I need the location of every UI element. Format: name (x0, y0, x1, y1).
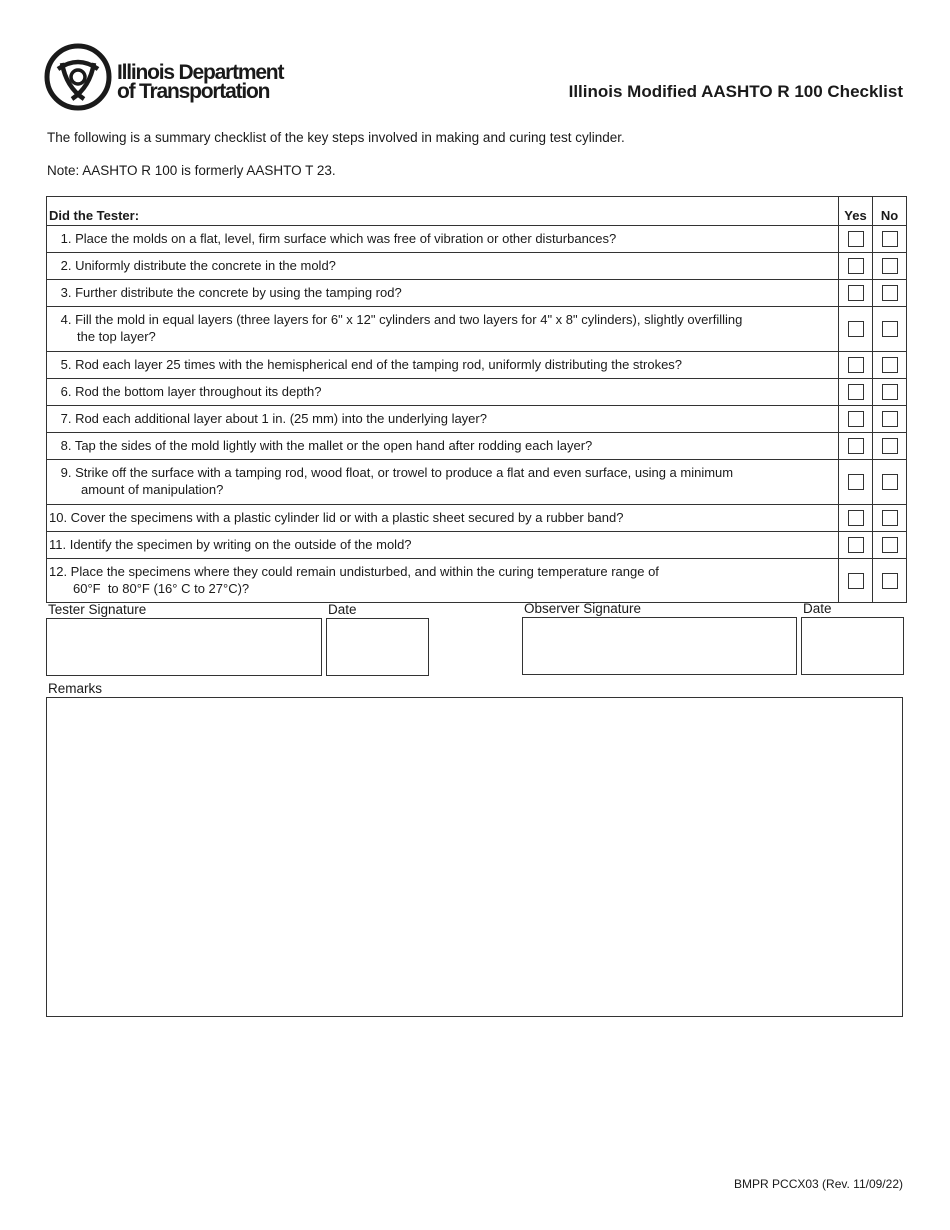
checklist-row (47, 505, 907, 532)
intro-text: The following is a summary checklist of the key steps involved in making and curing test cylinder. (47, 130, 625, 145)
no-checkbox[interactable] (882, 510, 898, 526)
yes-checkbox[interactable] (848, 285, 864, 301)
checklist-row (47, 460, 907, 505)
yes-checkbox[interactable] (848, 384, 864, 400)
no-cell (873, 226, 907, 253)
logo-line-1: Illinois Department (117, 61, 284, 84)
no-cell (873, 280, 907, 307)
checklist-question (47, 532, 839, 559)
no-checkbox[interactable] (882, 411, 898, 427)
checklist-question (47, 460, 839, 505)
yes-checkbox[interactable] (848, 411, 864, 427)
question-text: 3. Further distribute the concrete by using the tamping rod? (57, 285, 402, 300)
checklist-header-row (47, 197, 907, 226)
question-text-continued: 60°F to 80°F (16° C to 27°C)? (73, 581, 250, 596)
no-cell (873, 307, 907, 352)
yes-checkbox[interactable] (848, 573, 864, 589)
no-checkbox[interactable] (882, 384, 898, 400)
no-checkbox[interactable] (882, 357, 898, 373)
yes-cell (839, 433, 873, 460)
checklist-question (47, 226, 839, 253)
no-checkbox[interactable] (882, 537, 898, 553)
checklist-question (47, 280, 839, 307)
checklist-question (47, 406, 839, 433)
yes-cell (839, 307, 873, 352)
yes-column-header: Yes (839, 197, 873, 226)
tester-date-field[interactable] (326, 618, 429, 676)
yes-checkbox[interactable] (848, 474, 864, 490)
question-text: 5. Rod each layer 25 times with the hemispherical end of the tamping rod, uniformly distributing the strokes? (57, 357, 683, 372)
note-text: Note: AASHTO R 100 is formerly AASHTO T 23. (47, 163, 336, 178)
no-checkbox[interactable] (882, 438, 898, 454)
observer-date-field[interactable] (801, 617, 904, 675)
remarks-field[interactable] (46, 697, 903, 1017)
checklist-row (47, 226, 907, 253)
yes-cell (839, 226, 873, 253)
checklist-question (47, 559, 839, 603)
no-cell (873, 379, 907, 406)
yes-cell (839, 406, 873, 433)
checklist-row (47, 559, 907, 603)
no-cell (873, 460, 907, 505)
checklist-question (47, 253, 839, 280)
no-cell (873, 253, 907, 280)
checklist-question (47, 352, 839, 379)
remarks-label: Remarks (48, 681, 103, 696)
checklist-row (47, 352, 907, 379)
question-text: 12. Place the specimens where they could remain undisturbed, and within the curing temperature range of (49, 564, 659, 579)
question-text-continued: amount of manipulation? (81, 482, 224, 497)
checklist-question (47, 379, 839, 406)
checklist-row (47, 433, 907, 460)
no-cell (873, 505, 907, 532)
tester-signature-field[interactable] (46, 618, 322, 676)
no-column-header: No (873, 197, 907, 226)
yes-checkbox[interactable] (848, 357, 864, 373)
yes-checkbox[interactable] (848, 258, 864, 274)
no-cell (873, 433, 907, 460)
no-cell (873, 559, 907, 603)
yes-cell (839, 505, 873, 532)
question-text: 6. Rod the bottom layer throughout its depth? (57, 384, 322, 399)
no-cell (873, 532, 907, 559)
yes-cell (839, 280, 873, 307)
question-text: 8. Tap the sides of the mold lightly with the mallet or the open hand after rodding each layer? (57, 438, 593, 453)
checklist-row (47, 406, 907, 433)
form-number: BMPR PCCX03 (Rev. 11/09/22) (734, 1177, 903, 1191)
checklist-row (47, 253, 907, 280)
no-checkbox[interactable] (882, 321, 898, 337)
no-cell (873, 406, 907, 433)
yes-checkbox[interactable] (848, 510, 864, 526)
checklist-row (47, 280, 907, 307)
yes-cell (839, 532, 873, 559)
no-checkbox[interactable] (882, 573, 898, 589)
yes-cell (839, 460, 873, 505)
checklist-row (47, 532, 907, 559)
observer-signature-label: Observer Signature (524, 601, 642, 616)
question-text: 4. Fill the mold in equal layers (three layers for 6" x 12" cylinders and two layers for 4" x 8" cylinders), slightly overfilling (57, 312, 743, 327)
tester-date-label: Date (328, 602, 357, 617)
yes-checkbox[interactable] (848, 321, 864, 337)
document-title: Illinois Modified AASHTO R 100 Checklist (568, 82, 903, 101)
idot-emblem-icon (44, 43, 114, 113)
tester-signature-label: Tester Signature (48, 602, 147, 617)
question-text: 11. Identify the specimen by writing on the outside of the mold? (49, 537, 412, 552)
checklist-row (47, 379, 907, 406)
question-text: 1. Place the molds on a flat, level, firm surface which was free of vibration or other disturbances? (57, 231, 617, 246)
no-checkbox[interactable] (882, 258, 898, 274)
checklist-table (46, 196, 907, 603)
no-checkbox[interactable] (882, 231, 898, 247)
question-text: 7. Rod each additional layer about 1 in. (25 mm) into the underlying layer? (57, 411, 487, 426)
question-text: 9. Strike off the surface with a tamping rod, wood float, or trowel to produce a flat and even surface, using a minimum (57, 465, 734, 480)
yes-checkbox[interactable] (848, 231, 864, 247)
logo-wordmark (117, 63, 283, 101)
yes-cell (839, 352, 873, 379)
question-text: 2. Uniformly distribute the concrete in the mold? (57, 258, 336, 273)
yes-cell (839, 379, 873, 406)
logo-line-2: of Transportation (117, 80, 270, 103)
checklist-header-label: Did the Tester: (47, 197, 839, 226)
observer-signature-field[interactable] (522, 617, 797, 675)
no-checkbox[interactable] (882, 474, 898, 490)
no-cell (873, 352, 907, 379)
checklist-question (47, 433, 839, 460)
checklist-question (47, 505, 839, 532)
question-text: 10. Cover the specimens with a plastic cylinder lid or with a plastic sheet secured by a rubber band? (49, 510, 624, 525)
no-checkbox[interactable] (882, 285, 898, 301)
question-text-continued: the top layer? (77, 329, 156, 344)
checklist-question (47, 307, 839, 352)
checklist-row (47, 307, 907, 352)
yes-checkbox[interactable] (848, 537, 864, 553)
observer-date-label: Date (803, 601, 832, 616)
yes-cell (839, 559, 873, 603)
yes-cell (839, 253, 873, 280)
yes-checkbox[interactable] (848, 438, 864, 454)
idot-logo (44, 43, 304, 113)
